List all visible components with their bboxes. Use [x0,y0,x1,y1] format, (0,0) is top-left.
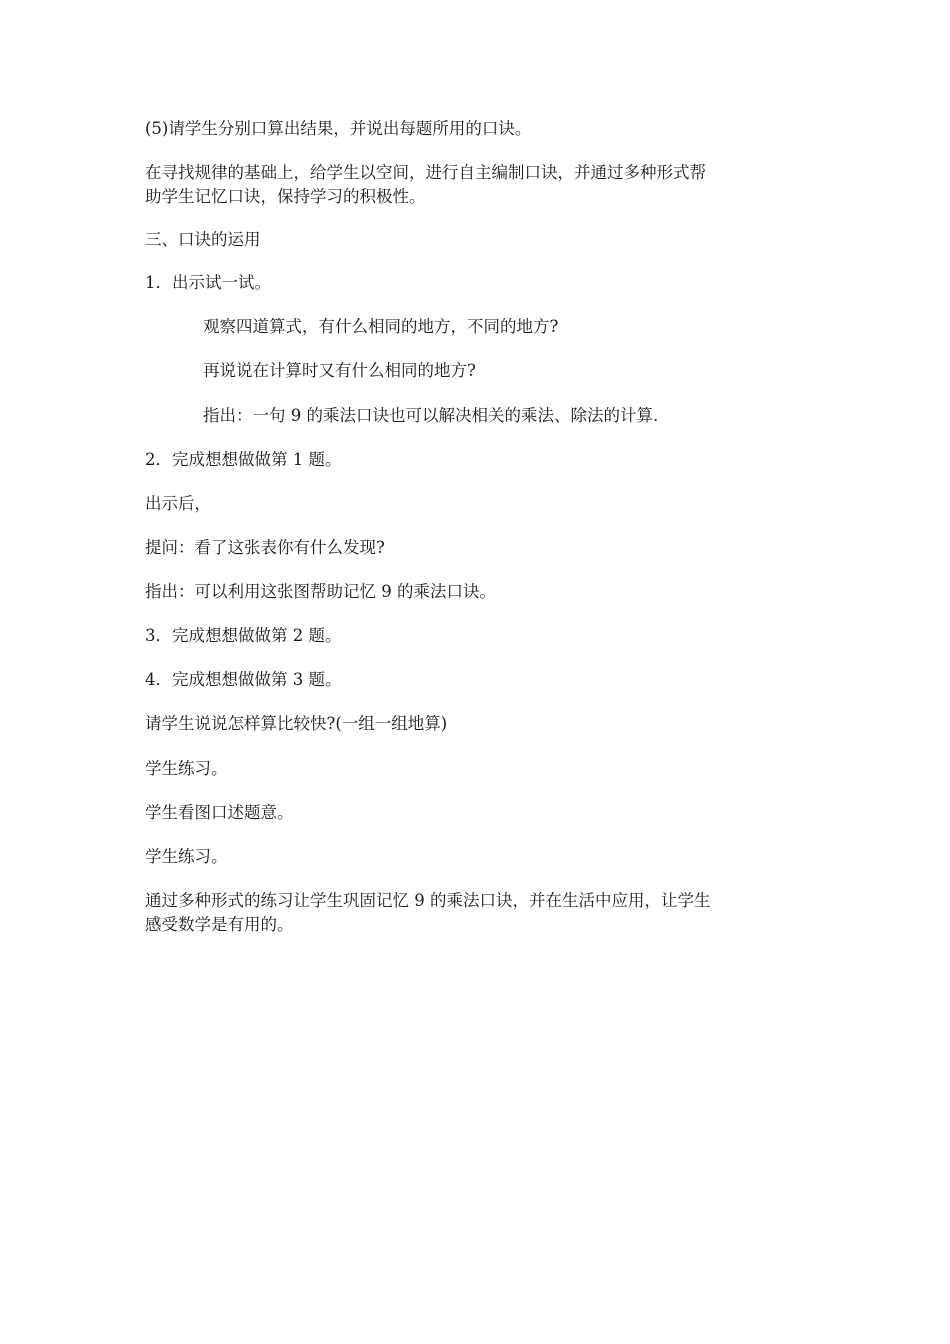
paragraph-summary-line-2: 助学生记忆口诀，保持学习的积极性。 [145,187,426,206]
item-2-show: 出示后， [145,494,211,513]
item-1-heading: 1．出示试一试。 [145,273,271,292]
item-2-question: 提问：看了这张表你有什么发现? [145,538,385,557]
item-4-heading: 4．完成想想做做第 3 题。 [145,670,342,689]
item-3-heading: 3．完成想想做做第 2 题。 [145,626,342,645]
section-heading-3: 三、口诀的运用 [145,230,261,249]
practice-2: 学生练习。 [145,847,228,866]
describe-picture: 学生看图口述题意。 [145,803,294,822]
item-1-discuss: 再说说在计算时又有什么相同的地方? [203,361,476,380]
practice-1: 学生练习。 [145,759,228,778]
paragraph-summary-line-1: 在寻找规律的基础上，给学生以空间，进行自主编制口诀，并通过多种形式帮 [145,163,706,182]
item-1-observe: 观察四道算式，有什么相同的地方，不同的地方? [203,317,559,336]
closing-line-1: 通过多种形式的练习让学生巩固记忆 9 的乘法口诀，并在生活中应用，让学生 [145,891,711,910]
paragraph-step-5: (5)请学生分别口算出结果，并说出每题所用的口诀。 [145,119,532,138]
closing-line-2: 感受数学是有用的。 [145,915,294,934]
item-2-point-out: 指出：可以利用这张图帮助记忆 9 的乘法口诀。 [145,582,496,601]
item-2-heading: 2．完成想想做做第 1 题。 [145,450,342,469]
item-4-question: 请学生说说怎样算比较快?(一组一组地算) [145,714,448,733]
item-1-point-out: 指出：一句 9 的乘法口诀也可以解决相关的乘法、除法的计算. [203,406,659,425]
